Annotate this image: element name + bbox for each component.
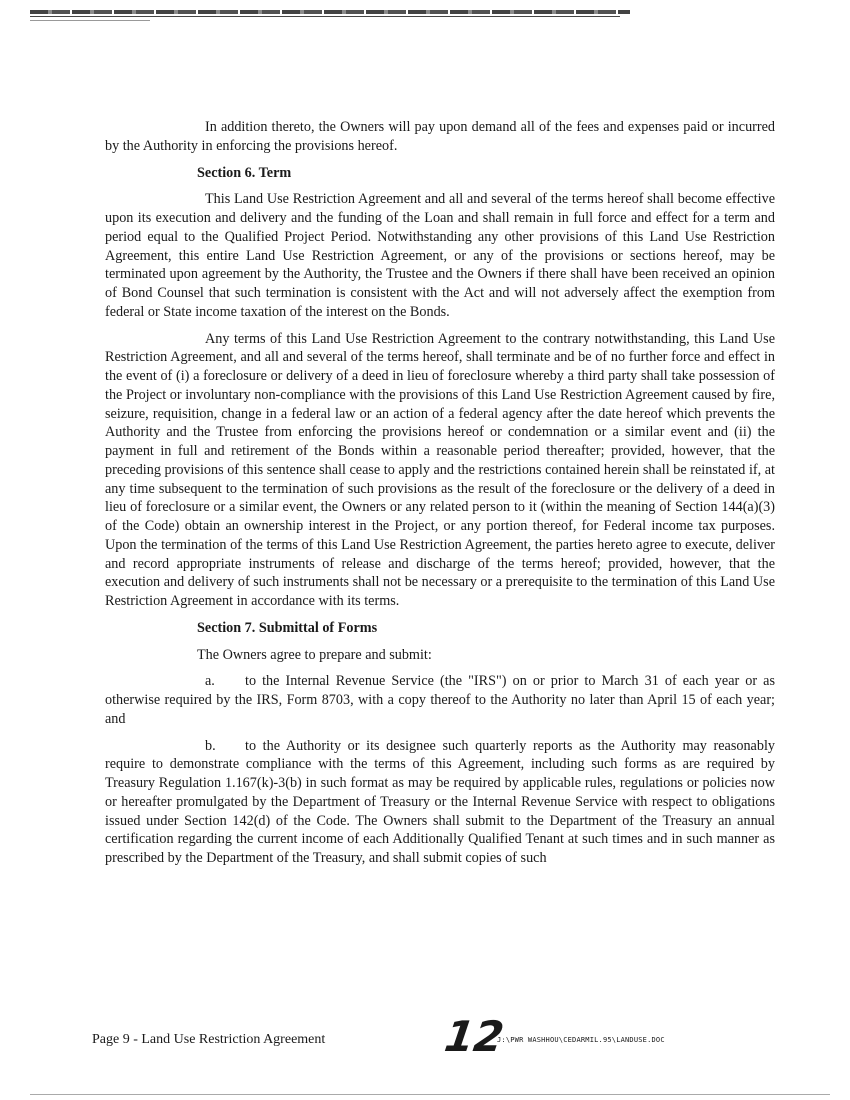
section-7-heading: Section 7. Submittal of Forms	[197, 619, 378, 636]
footer-file-path: J:\PWR WASHHOU\CEDARMIL.95\LANDUSE.DOC	[497, 1036, 665, 1044]
page-footer	[92, 1012, 792, 1070]
handwritten-page-number: 12	[441, 1012, 507, 1061]
list-item-b	[105, 737, 775, 868]
list-item-a	[105, 672, 775, 728]
paragraph-fees: In addition thereto, the Owners will pay upon demand all of the fees and expenses paid or incurred by the Authority in enforcing the provisions hereof.	[105, 119, 775, 154]
list-item-b-label: b.	[205, 737, 216, 754]
list-item-b-text: to the Authority or its designee such quarterly reports as the Authority may reasonably require to demonstrate compliance with the terms of this Agreement, including such forms as are required by Treasury Regulation 1.167(k)-3(b) in such format as may be required by applicable rules, regulations or policies now or hereafter promulgated by the Department of Treasury or the Internal Revenue Service with respect to obligations issued under Section 142(d) of the Code. The Owners shall submit to the Department of the Treasury an annual certification regarding the current income of each Additionally Qualified Tenant at such times and in such manner as prescribed by the Department of the Treasury, and shall submit copies of such	[105, 737, 775, 866]
scan-header-line	[30, 16, 620, 17]
section-6-heading: Section 6. Term	[197, 164, 292, 181]
paragraph-submit-intro: The Owners agree to prepare and submit:	[197, 646, 432, 663]
document-body	[105, 118, 775, 868]
paragraph-termination: Any terms of this Land Use Restriction Agreement to the contrary notwithstanding, this Land Use Restriction Agreement, and all and several of the terms hereof, shall terminate and be of no further force and effect in the event of (i) a foreclosure or delivery of a deed in lieu of foreclosure whereby a third party shall take possession of the Project or involuntary non-compliance with the provisions of this Land Use Restriction Agreement caused by fire, seizure, requisition, change in a federal law or an action of a federal agency after the date hereof which prevents the Authority and the Trustee from enforcing the provisions hereof or condemnation or a similar event and (ii) the payment in full and retirement of the Bonds within a reasonable period thereafter; provided, however, that the preceding provisions of this sentence shall cease to apply and the restrictions contained herein shall be reinstated if, at any time subsequent to the termination of such provisions as the result of the foreclosure or the delivery of a deed in lieu of foreclosure or a similar event, the Owners or any related person to it (within the meaning of Section 144(a)(3) of the Code) obtain an ownership interest in the Project, or any portion thereof, for Federal income tax purposes. Upon the termination of the terms of this Land Use Restriction Agreement, the parties hereto agree to execute, deliver and record appropriate instruments of release and discharge of the terms hereof; provided, however, that the execution and delivery of such instruments shall not be necessary or a prerequisite to the termination of this Land Use Restriction Agreement in accordance with its terms.	[105, 330, 775, 609]
scan-header-artifact	[30, 10, 630, 14]
list-item-a-text: to the Internal Revenue Service (the "IRS") on or prior to March 31 of each year or as otherwise required by the IRS, Form 8703, with a copy thereof to the Authority no later than April 15 of each year; and	[105, 673, 775, 727]
footer-page-label: Page 9 - Land Use Restriction Agreement	[92, 1032, 326, 1047]
list-item-a-label: a.	[205, 673, 215, 690]
scan-header-line-short	[30, 20, 150, 21]
paragraph-term: This Land Use Restriction Agreement and all and several of the terms hereof shall become effective upon its execution and delivery and the funding of the Loan and shall remain in full force and effect for a term and period equal to the Qualified Project Period. Notwithstanding any other provisions of this Land Use Restriction Agreement, this entire Land Use Restriction Agreement, or any of the provisions or sections hereof, may be terminated upon agreement by the Authority, the Trustee and the Owners if there shall have been received an opinion of Bond Counsel that such termination is consistent with the Act and will not adversely affect the exemption from federal or State income taxation of the interest on the Bonds.	[105, 191, 775, 320]
scan-footer-line	[30, 1094, 830, 1095]
